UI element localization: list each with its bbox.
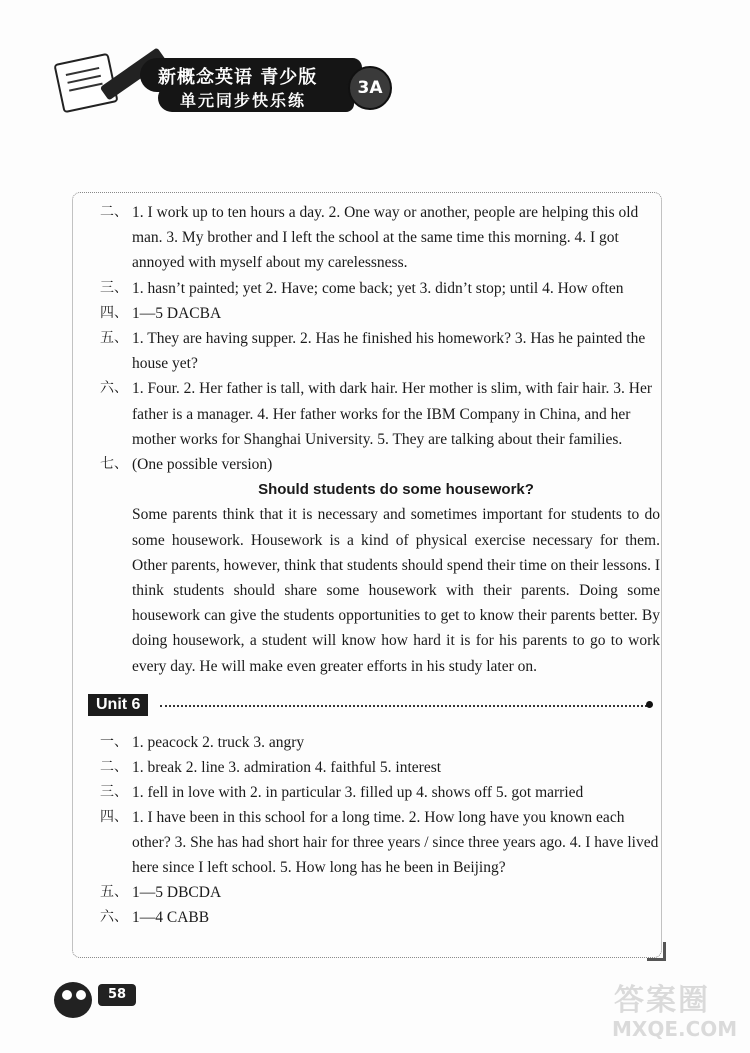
answer-item: 四、 1. I have been in this school for a long time. 2. How long have you known each other? 3. She has had short hair for three years / since three years ago. 4. I have lived here since I left school. 5. How long has he been in Beijing? [100,809,659,876]
site-watermark: 答案圈 MXQE.COM [612,983,738,1041]
page-number: 58 [98,984,136,1006]
answer-item: 一、 1. peacock 2. truck 3. angry [100,734,305,751]
answer-item: 六、 1—4 CABB [100,909,210,926]
unit-label: Unit 6 [88,694,148,716]
unit5-answers [100,200,660,679]
answer-item: 三、 1. fell in love with 2. in particular 3. filled up 4. shows off 5. got married [100,784,584,801]
answer-item: 五、 1. They are having supper. 2. Has he finished his homework? 3. Has he painted the house yet? [100,330,646,373]
answer-item: 七、 (One possible version) [100,456,273,474]
mascot-icon [44,972,104,1028]
answer-item: 六、 1. Four. 2. Her father is tall, with dark hair. Her mother is slim, with fair hair. 3. Her father is a manager. 4. Her father works for the IBM Company in China, and her mother works for Shanghai University. 5. They are talking about their families. [100,380,652,448]
essay-body: Some parents think that it is necessary and sometimes important for students to do some housework. Housework is a kind of physical exercise necessary for them. Other parents, however, think that students should spend their time on their lessons. I think students should share some housework with their parents. Doing some housework can give the students opportunities to get to know their parents better. By doing housework, a student will know how hard it is for his parents to go to work every day. He will make even greater efforts in his study later on. [132,506,661,675]
book-series-logo [58,48,383,118]
frame-corner-decoration [647,942,666,961]
answer-item: 三、 1. hasn’t painted; yet 2. Have; come back; yet 3. didn’t stop; until 4. How often [100,279,624,297]
series-title: 新概念英语 青少版 [158,67,318,88]
unit-heading [88,694,653,716]
answer-item: 二、 1. break 2. line 3. admiration 4. faithful 5. interest [100,759,442,776]
answer-item: 四、 1—5 DACBA [100,304,222,322]
essay-title: Should students do some housework? [258,481,534,499]
answer-item: 五、 1—5 DBCDA [100,884,222,901]
answer-item: 二、 1. I work up to ten hours a day. 2. One way or another, people are helping this old man. 3. My brother and I left the school at the same time this morning. 4. I got annoyed with myself about my carelessness. [100,204,639,272]
series-subtitle: 单元同步快乐练 [180,91,307,110]
unit6-answers [100,730,660,930]
level-badge: 3A [348,66,392,110]
